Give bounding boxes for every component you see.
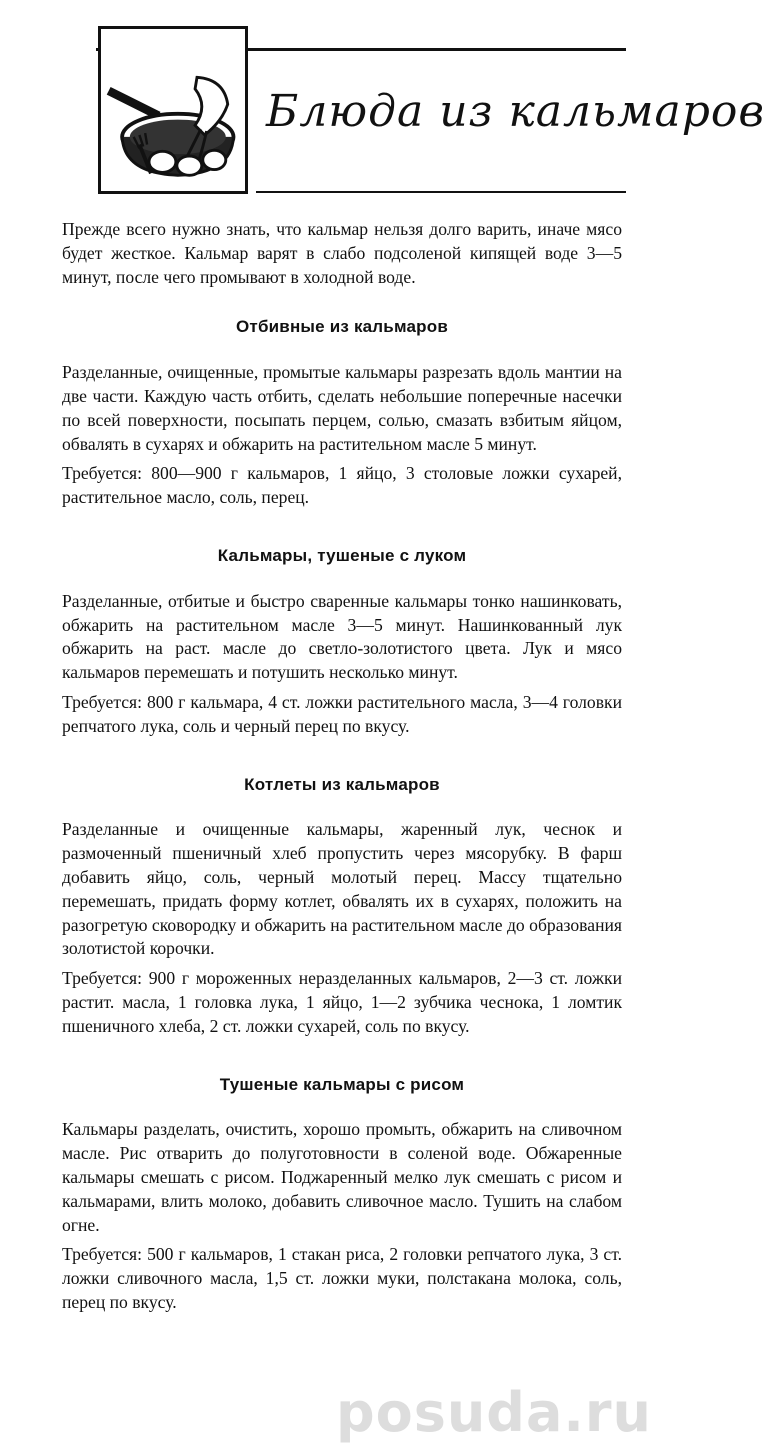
recipe-title: Тушеные кальмары с рисом	[219, 1074, 465, 1094]
recipe-title: Котлеты из кальмаров	[244, 774, 440, 794]
recipe-section	[62, 773, 622, 1039]
recipe-section	[62, 315, 622, 510]
recipe-ingredients: Требуется: 900 г мороженных неразделанных кальмаров, 2—3 ст. ложки растит. масла, 1 головка лука, 1 яйцо, 1—2 зубчика чеснока, 1 ломтик пшеничного хлеба, 2 ст. ложки сухарей, соль по вкусу.	[62, 968, 622, 1036]
recipe-title: Отбивные из кальмаров	[236, 317, 448, 337]
recipe-title: Кальмары, тушеные с луком	[217, 545, 467, 565]
recipe-ingredients: Требуется: 500 г кальмаров, 1 стакан риса, 2 головки репчатого лука, 3 ст. ложки сливочного масла, 1,5 ст. ложки муки, полстакана молока, соль, перец по вкусу.	[62, 1244, 622, 1312]
watermark: posuda.ru	[335, 1381, 652, 1444]
page-title: Блюда из кальмаров	[266, 86, 765, 137]
recipe-instructions: Разделанные, отбитые и быстро сваренные кальмары тонко нашинковать, обжарить на растительном масле 3—5 минут. Нашинкованный лук обжарить на раст. масле до светло-золотистого цвета. Лук и мясо кальмаров перемешать и потушить несколько минут.	[62, 590, 622, 683]
recipe-ingredients: Требуется: 800 г кальмара, 4 ст. ложки растительного масла, 3—4 головки репчатого лука, соль и черный перец по вкусу.	[62, 691, 622, 736]
recipe-ingredients: Требуется: 800—900 г кальмаров, 1 яйцо, 3 столовые ложки сухарей, растительное масло, соль, перец.	[62, 463, 622, 508]
header-bottom-rule	[256, 191, 626, 193]
recipe-section	[62, 544, 622, 739]
recipe-section	[62, 1073, 622, 1315]
page-header	[96, 26, 765, 194]
intro-paragraph: Прежде всего нужно знать, что кальмар нельзя долго варить, иначе мясо будет жесткое. Кальмар варят в слабо подсоленой кипящей воде 3—5 минут, после чего промывают в холодной воде.	[62, 219, 622, 287]
recipe-instructions: Кальмары разделать, очистить, хорошо промыть, обжарить на сливочном масле. Рис отварить до полуготовности в соленой воде. Обжаренные кальмары смешать с рисом. Поджаренный мелко лук смешать с рисом и кальмарами, влить молоко, добавить сливочное масло. Тушить на слабом огне.	[62, 1119, 622, 1235]
recipe-instructions: Разделанные, очищенные, промытые кальмары разрезать вдоль мантии на две части. Каждую часть отбить, сделать небольшие поперечные насечки по всей поверхности, посыпать перцем, солью, смазать взбитым яйцом, обвалять в сухарях и обжарить на растительном масле 5 минут.	[62, 362, 622, 454]
recipe-instructions: Разделанные и очищенные кальмары, жаренный лук, чеснок и размоченный пшеничный хлеб пропустить через мясорубку. В фарш добавить яйцо, соль, черный молотый перец. Массу тщательно перемешать, придать форму котлет, обвалять их в сухарях, положить на разогретую сковородку и обжарить на растительном масле до образования золотистой корочки.	[62, 819, 622, 959]
pan-with-squid-icon	[98, 26, 248, 194]
article-content	[62, 218, 622, 1349]
